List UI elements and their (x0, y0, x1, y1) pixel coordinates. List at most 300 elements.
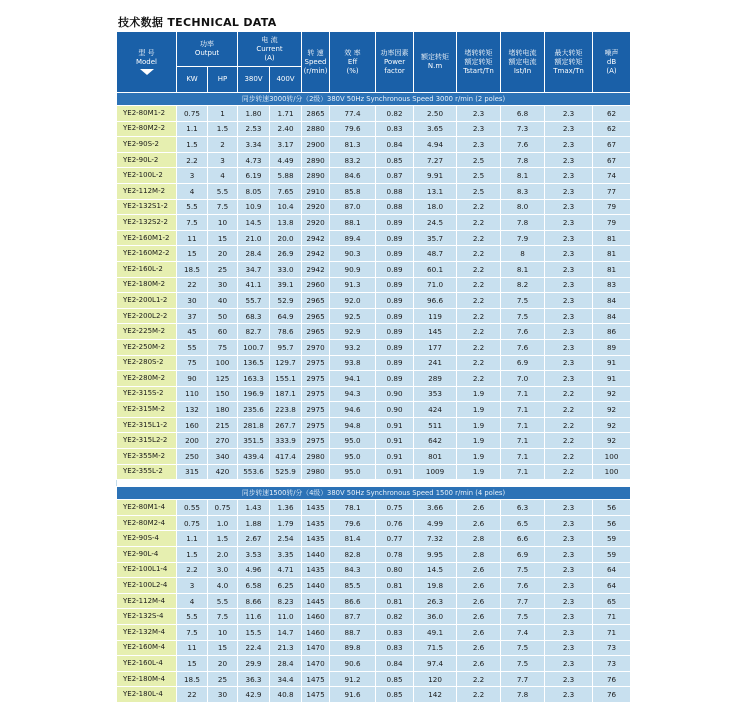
cell-model: YE2-160M1-2 (117, 230, 177, 246)
header-pf-en: Power factor (383, 57, 406, 75)
cell-current-380v: 2.67 (238, 531, 270, 547)
header-torque-unit: N.m (427, 62, 443, 70)
cell-current-380v: 2.53 (238, 121, 270, 137)
cell-tmax: 2.3 (545, 547, 593, 563)
cell-tmax: 2.3 (545, 121, 593, 137)
cell-noise: 84 (593, 293, 631, 309)
cell-tmax: 2.3 (545, 671, 593, 687)
cell-power-factor: 0.90 (376, 402, 414, 418)
cell-tmax: 2.3 (545, 500, 593, 516)
cell-torque: 35.7 (414, 230, 457, 246)
cell-current-380v: 34.7 (238, 261, 270, 277)
header-ist-zh2: 额定电流 (508, 57, 537, 66)
header-current-zh: 电 流 (261, 35, 278, 44)
cell-noise: 92 (593, 433, 631, 449)
cell-ist: 6.8 (501, 106, 545, 122)
cell-power-factor: 0.89 (376, 293, 414, 309)
cell-noise: 81 (593, 261, 631, 277)
cell-tstart: 1.9 (457, 402, 501, 418)
header-tmax-zh: 最大转矩 (554, 48, 583, 57)
cell-power-factor: 0.84 (376, 656, 414, 672)
cell-tstart: 1.9 (457, 386, 501, 402)
cell-kw: 0.75 (177, 515, 208, 531)
cell-speed: 2890 (302, 168, 330, 184)
cell-tmax: 2.3 (545, 246, 593, 262)
cell-ist: 8.1 (501, 168, 545, 184)
cell-ist: 7.1 (501, 433, 545, 449)
table-row (117, 137, 631, 153)
header-noise (593, 32, 631, 93)
cell-noise: 56 (593, 500, 631, 516)
cell-noise: 79 (593, 199, 631, 215)
cell-hp: 25 (208, 671, 238, 687)
cell-tstart: 2.2 (457, 277, 501, 293)
cell-hp: 7.5 (208, 609, 238, 625)
header-ist-en: Ist/In (513, 66, 532, 75)
cell-torque: 96.6 (414, 293, 457, 309)
cell-noise: 65 (593, 593, 631, 609)
page-title: 技术数据 TECHNICAL DATA (118, 16, 277, 29)
cell-ist: 7.5 (501, 656, 545, 672)
header-torque (414, 32, 457, 93)
cell-ist: 7.5 (501, 308, 545, 324)
cell-eff: 94.1 (330, 371, 376, 387)
cell-tstart: 1.9 (457, 449, 501, 465)
cell-tstart: 2.3 (457, 121, 501, 137)
cell-current-400v: 5.88 (270, 168, 302, 184)
cell-current-380v: 439.4 (238, 449, 270, 465)
cell-hp: 10 (208, 625, 238, 641)
cell-tmax: 2.2 (545, 449, 593, 465)
cell-power-factor: 0.89 (376, 261, 414, 277)
cell-kw: 160 (177, 417, 208, 433)
cell-hp: 1.5 (208, 121, 238, 137)
cell-power-factor: 0.84 (376, 137, 414, 153)
cell-eff: 95.0 (330, 433, 376, 449)
cell-noise: 76 (593, 671, 631, 687)
cell-torque: 7.32 (414, 531, 457, 547)
table-row (117, 152, 631, 168)
cell-model: YE2-160L-2 (117, 261, 177, 277)
cell-current-400v: 95.7 (270, 339, 302, 355)
cell-ist: 7.8 (501, 215, 545, 231)
cell-eff: 87.0 (330, 199, 376, 215)
cell-model: YE2-315L2-2 (117, 433, 177, 449)
cell-speed: 2920 (302, 199, 330, 215)
cell-tstart: 1.9 (457, 417, 501, 433)
cell-tmax: 2.3 (545, 531, 593, 547)
cell-current-400v: 1.79 (270, 515, 302, 531)
cell-tstart: 2.2 (457, 308, 501, 324)
cell-ist: 8.0 (501, 199, 545, 215)
cell-model: YE2-90S-4 (117, 531, 177, 547)
cell-hp: 5.5 (208, 183, 238, 199)
cell-noise: 73 (593, 640, 631, 656)
cell-tmax: 2.3 (545, 609, 593, 625)
cell-model: YE2-250M-2 (117, 339, 177, 355)
cell-current-400v: 417.4 (270, 449, 302, 465)
cell-hp: 20 (208, 246, 238, 262)
cell-ist: 6.9 (501, 547, 545, 563)
cell-power-factor: 0.89 (376, 339, 414, 355)
cell-tmax: 2.3 (545, 261, 593, 277)
cell-current-400v: 187.1 (270, 386, 302, 402)
cell-tmax: 2.3 (545, 515, 593, 531)
cell-eff: 88.7 (330, 625, 376, 641)
cell-torque: 36.0 (414, 609, 457, 625)
cell-power-factor: 0.89 (376, 324, 414, 340)
cell-kw: 1.1 (177, 531, 208, 547)
cell-current-380v: 3.53 (238, 547, 270, 563)
table-row (117, 324, 631, 340)
cell-model: YE2-180M-2 (117, 277, 177, 293)
cell-current-380v: 4.96 (238, 562, 270, 578)
cell-kw: 315 (177, 464, 208, 480)
cell-current-380v: 11.6 (238, 609, 270, 625)
cell-torque: 1009 (414, 464, 457, 480)
cell-noise: 71 (593, 609, 631, 625)
cell-ist: 7.6 (501, 578, 545, 594)
cell-current-400v: 7.65 (270, 183, 302, 199)
cell-hp: 150 (208, 386, 238, 402)
cell-eff: 91.6 (330, 687, 376, 703)
table-row (117, 464, 631, 480)
cell-current-400v: 1.36 (270, 500, 302, 516)
cell-noise: 81 (593, 230, 631, 246)
cell-hp: 420 (208, 464, 238, 480)
cell-tmax: 2.3 (545, 308, 593, 324)
table-row (117, 121, 631, 137)
cell-model: YE2-355M-2 (117, 449, 177, 465)
cell-torque: 142 (414, 687, 457, 703)
cell-hp: 2.0 (208, 547, 238, 563)
cell-noise: 79 (593, 215, 631, 231)
table-row (117, 371, 631, 387)
cell-eff: 91.3 (330, 277, 376, 293)
cell-tstart: 2.6 (457, 593, 501, 609)
cell-kw: 4 (177, 593, 208, 609)
cell-hp: 20 (208, 656, 238, 672)
cell-tstart: 2.2 (457, 687, 501, 703)
cell-model: YE2-132S1-2 (117, 199, 177, 215)
cell-speed: 2880 (302, 121, 330, 137)
cell-current-400v: 52.9 (270, 293, 302, 309)
header-speed-en: Speed (304, 57, 327, 66)
cell-model: YE2-160L-4 (117, 656, 177, 672)
cell-hp: 5.5 (208, 593, 238, 609)
cell-eff: 95.0 (330, 449, 376, 465)
table-row (117, 230, 631, 246)
table-row (117, 593, 631, 609)
cell-tstart: 2.3 (457, 137, 501, 153)
cell-ist: 7.1 (501, 386, 545, 402)
cell-tstart: 2.6 (457, 562, 501, 578)
cell-kw: 37 (177, 308, 208, 324)
cell-torque: 7.27 (414, 152, 457, 168)
cell-hp: 125 (208, 371, 238, 387)
cell-kw: 1.1 (177, 121, 208, 137)
cell-tstart: 2.2 (457, 355, 501, 371)
cell-speed: 2980 (302, 449, 330, 465)
cell-model: YE2-355L-2 (117, 464, 177, 480)
cell-kw: 3 (177, 578, 208, 594)
cell-tstart: 2.2 (457, 671, 501, 687)
table-row (117, 402, 631, 418)
cell-speed: 2942 (302, 230, 330, 246)
table-row (117, 168, 631, 184)
cell-tstart: 2.2 (457, 246, 501, 262)
cell-current-400v: 11.0 (270, 609, 302, 625)
cell-noise: 62 (593, 121, 631, 137)
cell-noise: 92 (593, 417, 631, 433)
cell-model: YE2-225M-2 (117, 324, 177, 340)
header-output-zh: 功率 (200, 40, 214, 48)
cell-noise: 71 (593, 625, 631, 641)
cell-model: YE2-90L-2 (117, 152, 177, 168)
cell-power-factor: 0.83 (376, 640, 414, 656)
cell-power-factor: 0.83 (376, 121, 414, 137)
cell-ist: 8.3 (501, 183, 545, 199)
cell-eff: 85.5 (330, 578, 376, 594)
cell-tmax: 2.3 (545, 371, 593, 387)
cell-power-factor: 0.80 (376, 562, 414, 578)
cell-tmax: 2.3 (545, 215, 593, 231)
cell-current-380v: 28.4 (238, 246, 270, 262)
cell-tstart: 2.6 (457, 578, 501, 594)
header-tstart (457, 32, 501, 93)
cell-current-400v: 333.9 (270, 433, 302, 449)
header-eff-unit: (%) (346, 66, 359, 75)
table-row (117, 449, 631, 465)
header-model-zh: 型 号 (138, 49, 155, 57)
cell-kw: 18.5 (177, 261, 208, 277)
cell-model: YE2-80M2-4 (117, 515, 177, 531)
cell-model: YE2-200L1-2 (117, 293, 177, 309)
cell-kw: 7.5 (177, 625, 208, 641)
cell-noise: 84 (593, 308, 631, 324)
table-row (117, 261, 631, 277)
header-tmax (545, 32, 593, 93)
cell-torque: 3.65 (414, 121, 457, 137)
cell-ist: 6.3 (501, 500, 545, 516)
table-header (117, 32, 631, 93)
cell-ist: 8.1 (501, 261, 545, 277)
header-speed (302, 32, 330, 93)
cell-power-factor: 0.87 (376, 168, 414, 184)
cell-kw: 22 (177, 687, 208, 703)
cell-ist: 6.9 (501, 355, 545, 371)
cell-speed: 2980 (302, 464, 330, 480)
cell-speed: 2942 (302, 261, 330, 277)
cell-current-380v: 3.34 (238, 137, 270, 153)
cell-current-400v: 40.8 (270, 687, 302, 703)
cell-hp: 7.5 (208, 199, 238, 215)
cell-hp: 3.0 (208, 562, 238, 578)
cell-eff: 92.5 (330, 308, 376, 324)
cell-power-factor: 0.76 (376, 515, 414, 531)
cell-tmax: 2.2 (545, 464, 593, 480)
cell-ist: 7.1 (501, 464, 545, 480)
cell-current-380v: 163.3 (238, 371, 270, 387)
cell-current-380v: 553.6 (238, 464, 270, 480)
cell-speed: 2960 (302, 277, 330, 293)
cell-noise: 74 (593, 168, 631, 184)
cell-torque: 119 (414, 308, 457, 324)
cell-kw: 3 (177, 168, 208, 184)
table-body (117, 93, 631, 703)
cell-hp: 0.75 (208, 500, 238, 516)
cell-torque: 13.1 (414, 183, 457, 199)
cell-ist: 8.2 (501, 277, 545, 293)
cell-noise: 83 (593, 277, 631, 293)
cell-tmax: 2.3 (545, 106, 593, 122)
cell-torque: 120 (414, 671, 457, 687)
cell-speed: 1435 (302, 500, 330, 516)
cell-speed: 1435 (302, 562, 330, 578)
cell-noise: 86 (593, 324, 631, 340)
cell-speed: 2910 (302, 183, 330, 199)
header-ist-zh: 堵转电流 (508, 48, 537, 57)
cell-ist: 7.5 (501, 293, 545, 309)
cell-torque: 424 (414, 402, 457, 418)
cell-ist: 7.3 (501, 121, 545, 137)
cell-current-380v: 6.19 (238, 168, 270, 184)
cell-hp: 180 (208, 402, 238, 418)
cell-torque: 4.99 (414, 515, 457, 531)
section-band-label: 同步转速1500转/分（4级）380V 50Hz Synchronous Speed 1500 r/min (4 poles) (117, 487, 631, 500)
cell-tmax: 2.2 (545, 386, 593, 402)
cell-noise: 56 (593, 515, 631, 531)
cell-torque: 145 (414, 324, 457, 340)
header-380v: 380V (238, 67, 270, 93)
cell-current-380v: 14.5 (238, 215, 270, 231)
cell-current-400v: 1.71 (270, 106, 302, 122)
section-band (117, 93, 631, 106)
cell-tmax: 2.2 (545, 417, 593, 433)
cell-tmax: 2.2 (545, 402, 593, 418)
cell-hp: 4.0 (208, 578, 238, 594)
cell-model: YE2-160M2-2 (117, 246, 177, 262)
cell-torque: 18.0 (414, 199, 457, 215)
cell-speed: 1435 (302, 531, 330, 547)
cell-ist: 7.1 (501, 417, 545, 433)
cell-model: YE2-200L2-2 (117, 308, 177, 324)
cell-tmax: 2.3 (545, 168, 593, 184)
cell-eff: 86.6 (330, 593, 376, 609)
cell-torque: 60.1 (414, 261, 457, 277)
cell-model: YE2-132S2-2 (117, 215, 177, 231)
cell-speed: 2920 (302, 215, 330, 231)
cell-current-380v: 8.66 (238, 593, 270, 609)
cell-hp: 10 (208, 215, 238, 231)
table-row (117, 293, 631, 309)
header-output (177, 32, 238, 67)
cell-hp: 30 (208, 277, 238, 293)
cell-model: YE2-100L2-4 (117, 578, 177, 594)
table-row (117, 246, 631, 262)
cell-power-factor: 0.78 (376, 547, 414, 563)
header-eff-en: Eff (347, 57, 358, 66)
cell-tstart: 2.2 (457, 199, 501, 215)
cell-kw: 11 (177, 230, 208, 246)
cell-current-380v: 351.5 (238, 433, 270, 449)
cell-tmax: 2.3 (545, 640, 593, 656)
cell-ist: 7.1 (501, 402, 545, 418)
cell-noise: 89 (593, 339, 631, 355)
cell-torque: 71.5 (414, 640, 457, 656)
cell-tstart: 2.6 (457, 625, 501, 641)
cell-power-factor: 0.81 (376, 593, 414, 609)
cell-model: YE2-100L1-4 (117, 562, 177, 578)
header-model-en: Model (135, 58, 158, 66)
cell-speed: 2900 (302, 137, 330, 153)
cell-eff: 89.4 (330, 230, 376, 246)
cell-hp: 30 (208, 687, 238, 703)
cell-speed: 2965 (302, 308, 330, 324)
cell-current-380v: 1.43 (238, 500, 270, 516)
cell-tmax: 2.3 (545, 656, 593, 672)
cell-model: YE2-132M-4 (117, 625, 177, 641)
cell-kw: 22 (177, 277, 208, 293)
cell-power-factor: 0.89 (376, 277, 414, 293)
table-row (117, 671, 631, 687)
cell-current-400v: 4.49 (270, 152, 302, 168)
cell-kw: 2.2 (177, 562, 208, 578)
cell-speed: 2975 (302, 417, 330, 433)
cell-ist: 6.5 (501, 515, 545, 531)
cell-kw: 5.5 (177, 609, 208, 625)
cell-eff: 90.3 (330, 246, 376, 262)
cell-current-380v: 41.1 (238, 277, 270, 293)
cell-current-380v: 55.7 (238, 293, 270, 309)
cell-eff: 95.0 (330, 464, 376, 480)
header-current (238, 32, 302, 67)
cell-power-factor: 0.89 (376, 308, 414, 324)
cell-tmax: 2.2 (545, 433, 593, 449)
cell-torque: 97.4 (414, 656, 457, 672)
cell-eff: 88.1 (330, 215, 376, 231)
cell-current-400v: 155.1 (270, 371, 302, 387)
cell-torque: 801 (414, 449, 457, 465)
cell-torque: 2.50 (414, 106, 457, 122)
cell-eff: 94.6 (330, 402, 376, 418)
cell-torque: 9.91 (414, 168, 457, 184)
cell-current-400v: 525.9 (270, 464, 302, 480)
cell-ist: 7.7 (501, 593, 545, 609)
technical-data-table (116, 31, 631, 703)
cell-speed: 2965 (302, 324, 330, 340)
cell-torque: 14.5 (414, 562, 457, 578)
cell-kw: 15 (177, 656, 208, 672)
cell-speed: 2865 (302, 106, 330, 122)
cell-speed: 2942 (302, 246, 330, 262)
table-row (117, 199, 631, 215)
cell-current-380v: 1.80 (238, 106, 270, 122)
table-row (117, 562, 631, 578)
cell-ist: 7.7 (501, 671, 545, 687)
cell-eff: 90.9 (330, 261, 376, 277)
cell-speed: 2975 (302, 433, 330, 449)
cell-noise: 91 (593, 371, 631, 387)
cell-model: YE2-180M-4 (117, 671, 177, 687)
cell-model: YE2-80M1-2 (117, 106, 177, 122)
table-row (117, 547, 631, 563)
cell-ist: 7.5 (501, 609, 545, 625)
cell-hp: 100 (208, 355, 238, 371)
cell-noise: 77 (593, 183, 631, 199)
cell-power-factor: 0.89 (376, 371, 414, 387)
cell-ist: 7.4 (501, 625, 545, 641)
